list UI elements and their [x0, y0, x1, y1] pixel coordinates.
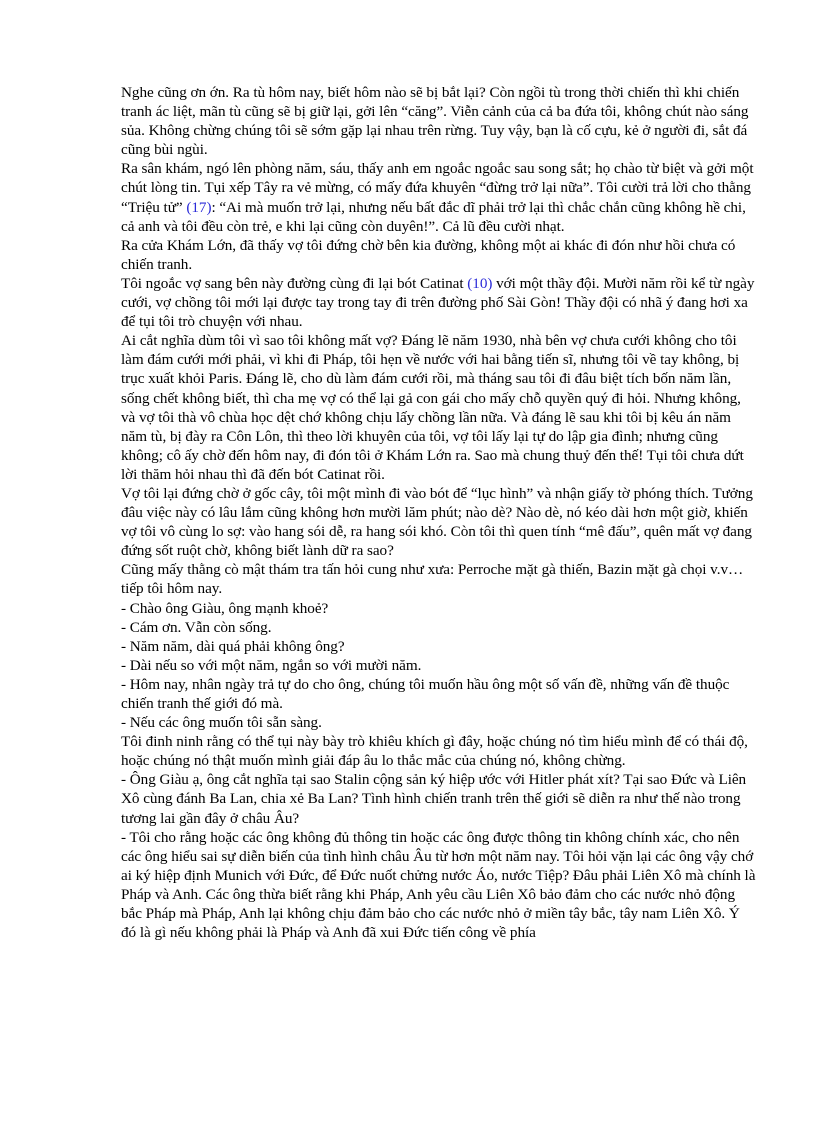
- paragraph: Vợ tôi lại đứng chờ ở gốc cây, tôi một mình đi vào bót để “lục hình” và nhận giấy tờ phóng thích. Tưởng đâu việc này có lâu lắm cũng không hơn mười lăm phút; nào dè? Nào dè, nó kéo dài hơn một giờ, khiến vợ tôi vô cùng lo sợ: vào hang sói dễ, ra hang sói khó. Còn tôi thì quen tính “mê đấu”, quên mất vợ đang đứng sốt ruột chờ, không biết lành dữ ra sao?: [121, 484, 753, 560]
- paragraph: Tôi đinh ninh rằng có thể tụi này bày trò khiêu khích gì đây, hoặc chúng nó tìm hiểu mình để có thái độ, hoặc chúng nó thật muốn mình giải đáp âu lo thắc mắc của chúng nó, không chừng.: [121, 733, 748, 770]
- dialogue-line: - Dài nếu so với một năm, ngắn so với mười năm.: [121, 656, 422, 674]
- paragraph: Ai cắt nghĩa dùm tôi vì sao tôi không mất vợ? Đáng lẽ năm 1930, nhà bên vợ chưa cưới không cho tôi làm đám cưới mới phải, vì khi đi Pháp, tôi hẹn về nước với hai bằng tiến sĩ, nhưng tôi về tay không, bị trục xuất khỏi Paris. Đáng lẽ, cho dù làm đám cưới rồi, mà tháng sau tôi đi đâu biệt tích bốn năm lần, sống chết không biết, thì cha mẹ vợ có thể lại gả con gái cho mấy chỗ quyền quý đi hỏi. Nhưng không, và vợ tôi thà vô chùa học dệt chớ không chịu lấy chồng lần nữa. Và đáng lẽ sau khi tôi bị kêu án năm năm tù, bị đày ra Côn Lôn, thì theo lời khuyên của tôi, vợ tôi lấy lại tự do lập gia đình; nhưng cũng không; cô ấy chờ đến hôm nay, đi đón tôi ở Khám Lớn ra. Sao mà chung thuỷ đến thế! Tụi tôi chưa dứt lời thăm hỏi nhau thì đã đến bót Catinat rồi.: [121, 332, 744, 483]
- dialogue-line: - Nếu các ông muốn tôi sẵn sàng.: [121, 714, 322, 732]
- dialogue-line: - Chào ông Giàu, ông mạnh khoẻ?: [121, 599, 329, 617]
- footnote-link[interactable]: (17): [186, 198, 212, 216]
- paragraph: Tôi ngoắc vợ sang bên này đường cùng đi lại bót Catinat (10) với một thầy đội. Mười năm rồi kể từ ngày cưới, vợ chồng tôi mới lại được tay trong tay đi trên đường phố Sài Gòn! Thầy đội có nhã ý đang hơi xa để tụi tôi trò chuyện với nhau.: [121, 274, 755, 331]
- dialogue-line: - Ông Giàu ạ, ông cắt nghĩa tại sao Stalin cộng sản ký hiệp ước với Hitler phát xít? Tại sao Đức và Liên Xô cùng đánh Ba Lan, chia xẻ Ba Lan? Tình hình chiến tranh trên thế giới sẽ diễn ra như thế nào trong tương lai gần đây ở châu Âu?: [121, 771, 747, 827]
- footnote-link[interactable]: (10): [467, 274, 493, 292]
- body-text: [121, 83, 756, 942]
- paragraph: Cũng mấy thằng cò mật thám tra tấn hỏi cung như xưa: Perroche mặt gà thiến, Bazin mặt gà chọi v.v… tiếp tôi hôm nay.: [121, 561, 744, 598]
- paragraph: Ra cửa Khám Lớn, đã thấy vợ tôi đứng chờ bên kia đường, không một ai khác đi đón như hồi chưa có chiến tranh.: [121, 236, 736, 273]
- paragraph: Nghe cũng ơn ớn. Ra tù hôm nay, biết hôm nào sẽ bị bắt lại? Còn ngồi tù trong thời chiến thì khi chiến tranh ác liệt, mãn tù cũng sẽ bị giữ lại, gởi lên “căng”. Viễn cảnh của cả ba đứa tôi, không chút nào sáng sủa. Không chừng chúng tôi sẽ sớm gặp lại nhau trên rừng. Tuy vậy, bạn là cố cựu, kẻ ở người đi, sắt đá cũng bùi ngùi.: [121, 84, 749, 159]
- dialogue-line: - Cám ơn. Vẫn còn sống.: [121, 618, 272, 636]
- paragraph: Ra sân khám, ngó lên phòng năm, sáu, thấy anh em ngoắc ngoắc sau song sắt; họ chào từ biệt và gởi một chút lòng tin. Tụi xếp Tây ra vẻ mừng, có mấy đứa khuyên “đừng trở lại nữa”. Tôi cười trả lời cho thằng “Triệu tử” (17): “Ai mà muốn trở lại, nhưng nếu bất đắc dĩ phải trở lại thì chắc chắn cũng không hề chi, cả anh và tôi đều còn trẻ, e khi lại cũng còn duyên!”. Cả lũ đều cười nhạt.: [121, 160, 754, 235]
- dialogue-line: - Năm năm, dài quá phải không ông?: [121, 637, 345, 655]
- dialogue-line: - Hôm nay, nhân ngày trả tự do cho ông, chúng tôi muốn hầu ông một số vấn đề, những vấn đề thuộc chiến tranh thế giới đó mà.: [121, 675, 730, 712]
- dialogue-line: - Tôi cho rằng hoặc các ông không đủ thông tin hoặc các ông được thông tin không chính xác, cho nên các ông hiểu sai sự diễn biến của tình hình châu Âu từ hơn một năm nay. Tôi hỏi vặn lại các ông vậy chớ ai ký hiệp định Munich với Đức, để Đức nuốt chửng nước Áo, nước Tiệp? Đâu phải Liên Xô mà chính là Pháp và Anh. Các ông thừa biết rằng khi Pháp, Anh yêu cầu Liên Xô bảo đảm cho các nước nhỏ động bắc Pháp mà Pháp, Anh lại không chịu đảm bảo cho các nước nhỏ ở miền tây bắc, tây nam Liên Xô. Ý đó là gì nếu không phải là Pháp và Anh đã xui Đức tiến công về phía: [121, 828, 756, 942]
